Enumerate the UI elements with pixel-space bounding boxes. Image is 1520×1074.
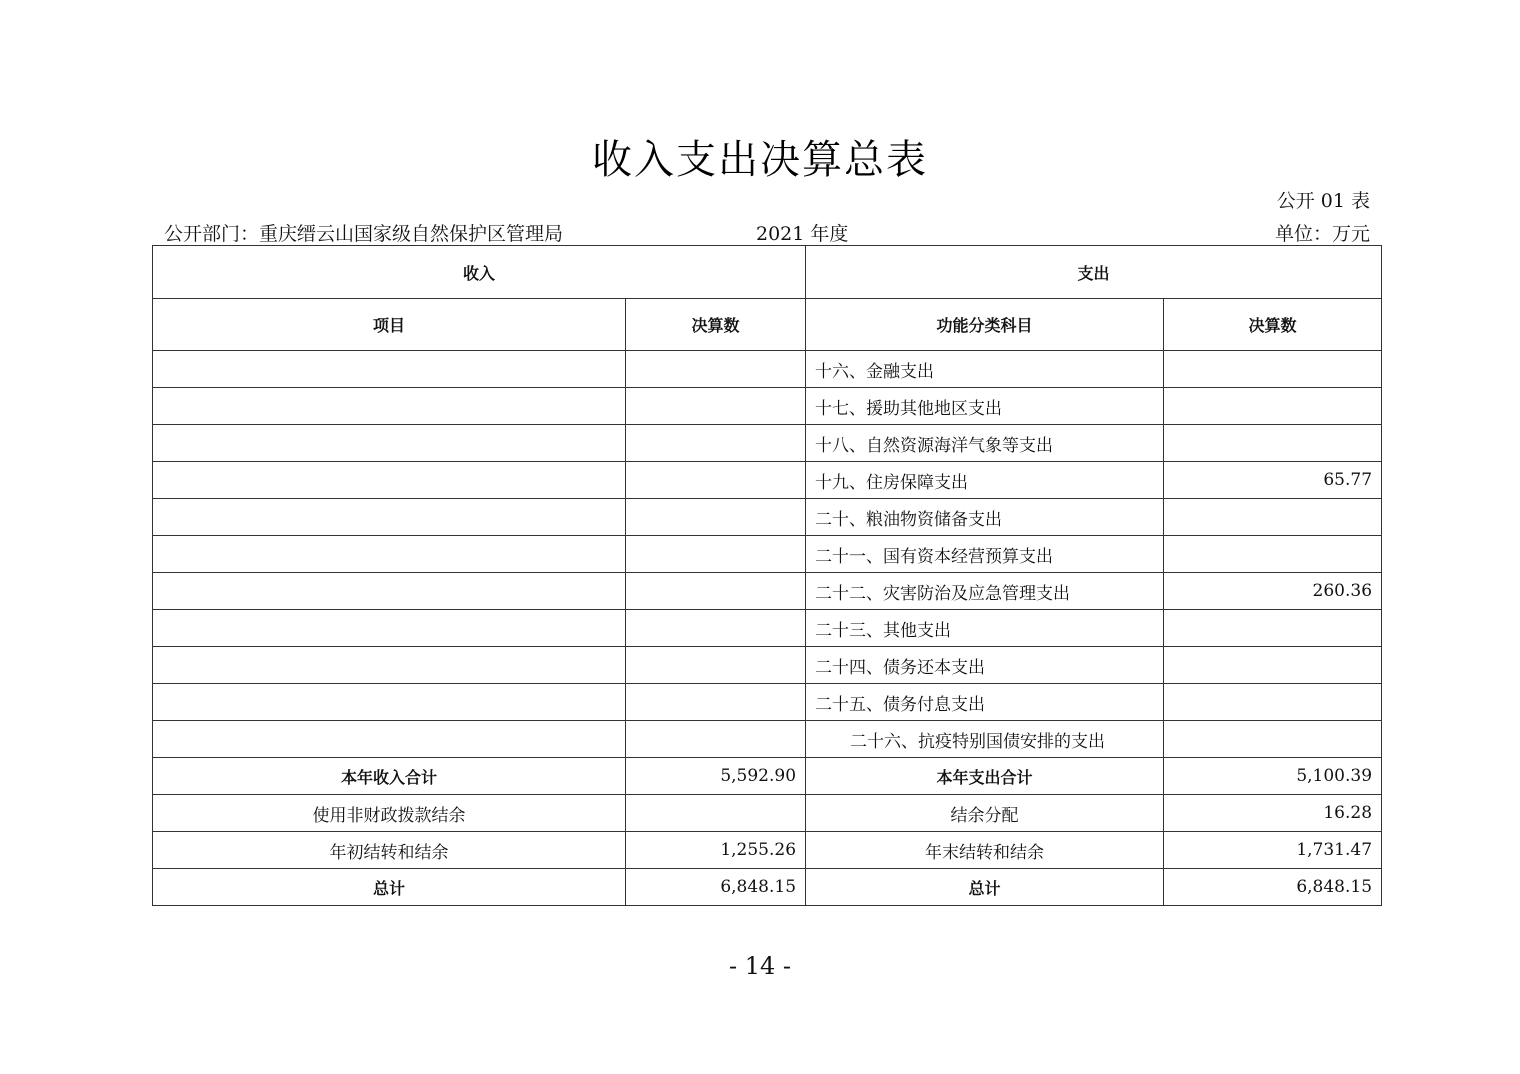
summary-row-grand-total — [153, 869, 1382, 906]
expense-item-cell: 二十、粮油物资储备支出 — [806, 499, 1164, 536]
expense-amount-cell — [1164, 647, 1382, 684]
income-item-cell: 总计 — [153, 869, 626, 906]
income-amount-cell — [626, 536, 806, 573]
expense-item-cell: 二十五、债务付息支出 — [806, 684, 1164, 721]
expense-amount-cell — [1164, 610, 1382, 647]
fiscal-year: 2021 年度 — [756, 223, 849, 245]
expense-amount-cell — [1164, 351, 1382, 388]
income-item-cell — [153, 610, 626, 647]
summary-row-balance — [153, 795, 1382, 832]
expense-item-cell: 二十二、灾害防治及应急管理支出 — [806, 573, 1164, 610]
expense-item-cell: 二十三、其他支出 — [806, 610, 1164, 647]
form-number: 公开 01 表 — [1276, 190, 1370, 212]
income-item-cell — [153, 425, 626, 462]
expense-amount-cell — [1164, 721, 1382, 758]
income-amount-cell — [626, 684, 806, 721]
expense-item-cell: 二十四、债务还本支出 — [806, 647, 1164, 684]
expense-item-cell: 总计 — [806, 869, 1164, 906]
table-row — [153, 610, 1382, 647]
col-header-income-amount: 决算数 — [626, 299, 806, 351]
income-item-cell — [153, 351, 626, 388]
income-item-cell — [153, 721, 626, 758]
table-row — [153, 425, 1382, 462]
expense-item-cell: 二十六、抗疫特别国债安排的支出 — [806, 721, 1164, 758]
expense-amount-cell — [1164, 684, 1382, 721]
expense-amount-cell: 5,100.39 — [1164, 758, 1382, 795]
income-header: 收入 — [153, 246, 806, 299]
expense-item-cell: 十七、援助其他地区支出 — [806, 388, 1164, 425]
income-amount-cell — [626, 351, 806, 388]
income-item-cell: 本年收入合计 — [153, 758, 626, 795]
budget-table — [152, 245, 1382, 906]
department-label: 公开部门：重庆缙云山国家级自然保护区管理局 — [164, 223, 564, 245]
page-number: - 14 - — [728, 952, 791, 980]
income-item-cell: 年初结转和结余 — [153, 832, 626, 869]
expense-item-cell: 年末结转和结余 — [806, 832, 1164, 869]
summary-row-annual-total — [153, 758, 1382, 795]
expense-item-cell: 结余分配 — [806, 795, 1164, 832]
income-amount-cell — [626, 721, 806, 758]
income-item-cell — [153, 499, 626, 536]
expense-item-cell: 十六、金融支出 — [806, 351, 1164, 388]
income-amount-cell — [626, 499, 806, 536]
expense-amount-cell — [1164, 499, 1382, 536]
table-row — [153, 388, 1382, 425]
expense-amount-cell — [1164, 536, 1382, 573]
expense-amount-cell — [1164, 388, 1382, 425]
income-amount-cell — [626, 425, 806, 462]
col-header-item: 项目 — [153, 299, 626, 351]
table-row — [153, 536, 1382, 573]
expense-amount-cell: 65.77 — [1164, 462, 1382, 499]
col-header-function: 功能分类科目 — [806, 299, 1164, 351]
expense-header: 支出 — [806, 246, 1382, 299]
income-item-cell — [153, 573, 626, 610]
expense-item-cell: 十八、自然资源海洋气象等支出 — [806, 425, 1164, 462]
col-header-expense-amount: 决算数 — [1164, 299, 1382, 351]
expense-amount-cell: 260.36 — [1164, 573, 1382, 610]
page-title: 收入支出决算总表 — [592, 137, 928, 183]
table-row — [153, 647, 1382, 684]
income-amount-cell — [626, 388, 806, 425]
table-row — [153, 684, 1382, 721]
income-amount-cell — [626, 610, 806, 647]
expense-item-cell: 二十一、国有资本经营预算支出 — [806, 536, 1164, 573]
table-row — [153, 721, 1382, 758]
income-amount-cell: 6,848.15 — [626, 869, 806, 906]
table-group-header-row — [153, 246, 1382, 299]
table-row — [153, 499, 1382, 536]
income-amount-cell — [626, 647, 806, 684]
expense-item-cell: 本年支出合计 — [806, 758, 1164, 795]
table-row — [153, 351, 1382, 388]
expense-amount-cell: 1,731.47 — [1164, 832, 1382, 869]
income-item-cell — [153, 388, 626, 425]
income-item-cell — [153, 684, 626, 721]
income-item-cell — [153, 647, 626, 684]
expense-item-cell: 十九、住房保障支出 — [806, 462, 1164, 499]
table-column-header-row — [153, 299, 1382, 351]
income-amount-cell: 5,592.90 — [626, 758, 806, 795]
table-row — [153, 573, 1382, 610]
expense-amount-cell: 16.28 — [1164, 795, 1382, 832]
income-amount-cell — [626, 462, 806, 499]
table-row — [153, 462, 1382, 499]
summary-row-carryover — [153, 832, 1382, 869]
income-amount-cell: 1,255.26 — [626, 832, 806, 869]
expense-amount-cell — [1164, 425, 1382, 462]
unit-label: 单位：万元 — [1274, 223, 1370, 245]
income-item-cell — [153, 462, 626, 499]
income-amount-cell — [626, 795, 806, 832]
income-item-cell — [153, 536, 626, 573]
expense-amount-cell: 6,848.15 — [1164, 869, 1382, 906]
income-amount-cell — [626, 573, 806, 610]
income-item-cell: 使用非财政拨款结余 — [153, 795, 626, 832]
